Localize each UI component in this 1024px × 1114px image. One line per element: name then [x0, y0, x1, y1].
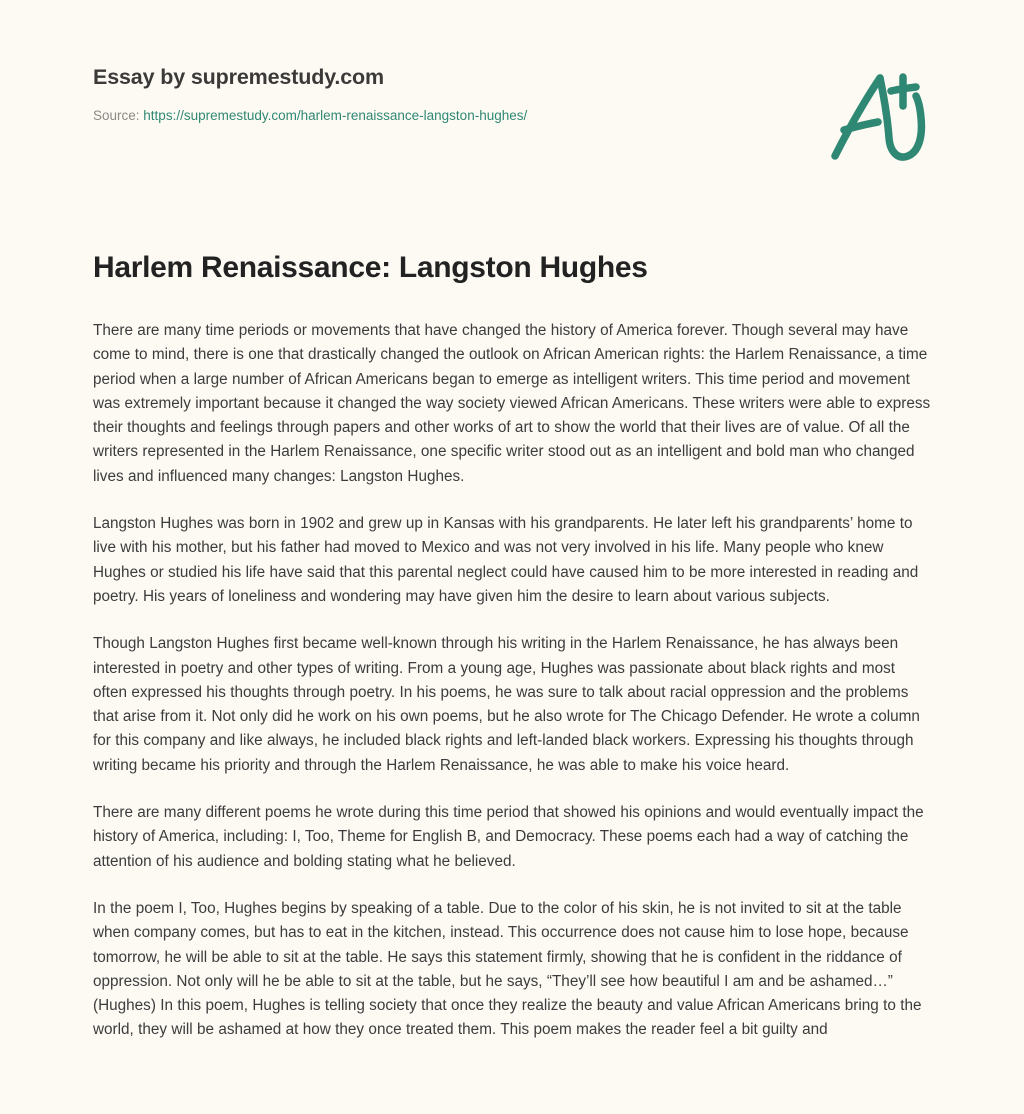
- paragraph: There are many time periods or movements that have changed the history of America forever. Though several may have come to mind, there is one that drastically changed the outlook on African American rights: the Harlem Renaissance, a time period when a large number of African Americans began to emerge as intelligent writers. This time period and movement was extremely important because it changed the way society viewed African Americans. These writers were able to express their thoughts and feelings through papers and other works of art to show the world that their lives are of value. Of all the writers represented in the Harlem Renaissance, one specific writer stood out as an intelligent and bold man who changed lives and influenced many changes: Langston Hughes.: [93, 322, 931, 485]
- brand-title: Essay by supremestudy.com: [93, 65, 385, 89]
- paragraph: There are many different poems he wrote during this time period that showed his opinions and would eventually impact the history of America, including: I, Too, Theme for English B, and Democracy. These poems each had a way of catching the attention of his audience and bolding stating what he believed.: [93, 804, 924, 870]
- a-plus-logo-icon: [815, 68, 935, 168]
- source-line: [93, 106, 793, 126]
- document-header: [0, 0, 1024, 200]
- article-body: [93, 319, 933, 1043]
- source-url-link[interactable]: https://supremestudy.com/harlem-renaissance-langston-hughes/: [143, 108, 528, 123]
- paragraph: Though Langston Hughes first became well-known through his writing in the Harlem Renaissance, he has always been interested in poetry and other types of writing. From a young age, Hughes was passionate about black rights and most often expressed his thoughts through poetry. In his poems, he was sure to talk about racial oppression and the problems that arise from it. Not only did he work on his own poems, but he also wrote for The Chicago Defender. He wrote a column for this company and like always, he included black rights and left-landed black workers. Expressing his thoughts through writing became his priority and through the Harlem Renaissance, he was able to make his voice heard.: [93, 635, 920, 774]
- paragraph: In the poem I, Too, Hughes begins by speaking of a table. Due to the color of his skin, he is not invited to sit at the table when company comes, but has to eat in the kitchen, instead. This occurrence does not cause him to lose hope, because tomorrow, he will be able to sit at the table. He says this statement firmly, showing that he is confident in the riddance of oppression. Not only will he be able to sit at the table, but he says, “They’ll see how beautiful I am and be ashamed…” (Hughes) In this poem, Hughes is telling society that once they realize the beauty and value African Americans bring to the world, they will be ashamed at how they once treated them. This poem makes the reader feel a bit guilty and: [93, 899, 922, 1039]
- article: [93, 248, 933, 1043]
- page-title: Harlem Renaissance: Langston Hughes: [93, 251, 648, 284]
- source-label: Source:: [93, 108, 140, 123]
- paragraph: Langston Hughes was born in 1902 and grew up in Kansas with his grandparents. He later left his grandparents’ home to live with his mother, but his father had moved to Mexico and was not very involved in his life. Many people who knew Hughes or studied his life have said that this parental neglect could have caused him to be more interested in reading and poetry. His years of loneliness and wondering may have given him the desire to learn about various subjects.: [93, 515, 919, 605]
- brand-block: [93, 62, 793, 126]
